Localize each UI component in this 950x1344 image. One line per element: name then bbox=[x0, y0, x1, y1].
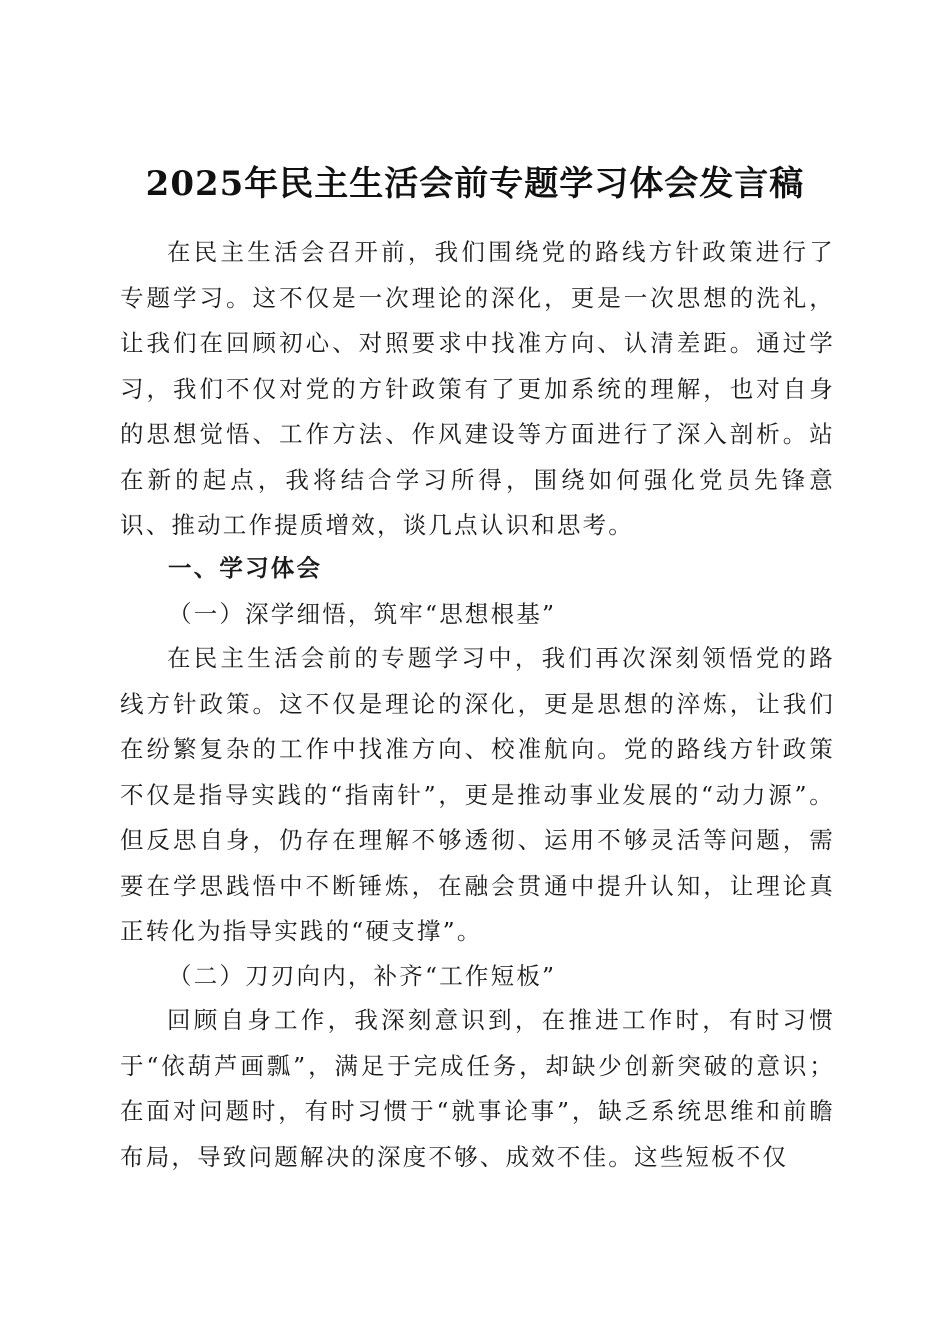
section-heading-study-insights: 一、学习体会 bbox=[168, 554, 323, 582]
subsection-heading-work-shortcomings: （二）刀刃向内，补齐“工作短板” bbox=[168, 962, 557, 990]
subsection-heading-ideological-foundation: （一）深学细悟，筑牢“思想根基” bbox=[168, 600, 557, 628]
subsection-2-paragraph: 回顾自身工作，我深刻意识到，在推进工作时，有时习惯于“依葫芦画瓢”，满足于完成任务，却缺少创新突破的意识；在面对问题时，有时习惯于“就事论事”，缺乏系统思维和前瞻布局，导致问题解决的深度不够、成效不佳。这些短板不仅 bbox=[120, 1006, 835, 1171]
subsection-1-paragraph: 在民主生活会前的专题学习中，我们再次深刻领悟党的路线方针政策。这不仅是理论的深化，更是思想的淬炼，让我们在纷繁复杂的工作中找准方向、校准航向。党的路线方针政策不仅是指导实践的“指南针”，更是推动事业发展的“动力源”。但反思自身，仍存在理解不够透彻、运用不够灵活等问题，需要在学思践悟中不断锤炼，在融会贯通中提升认知，让理论真正转化为指导实践的“硬支撑”。 bbox=[120, 644, 835, 945]
intro-paragraph: 在民主生活会召开前，我们围绕党的路线方针政策进行了专题学习。这不仅是一次理论的深化，更是一次思想的洗礼，让我们在回顾初心、对照要求中找准方向、认清差距。通过学习，我们不仅对党的方针政策有了更加系统的理解，也对自身的思想觉悟、工作方法、作风建设等方面进行了深入剖析。站在新的起点，我将结合学习所得，围绕如何强化党员先锋意识、推动工作提质增效，谈几点认识和思考。 bbox=[120, 238, 835, 539]
document-title: 2025年民主生活会前专题学习体会发言稿 bbox=[145, 163, 805, 204]
